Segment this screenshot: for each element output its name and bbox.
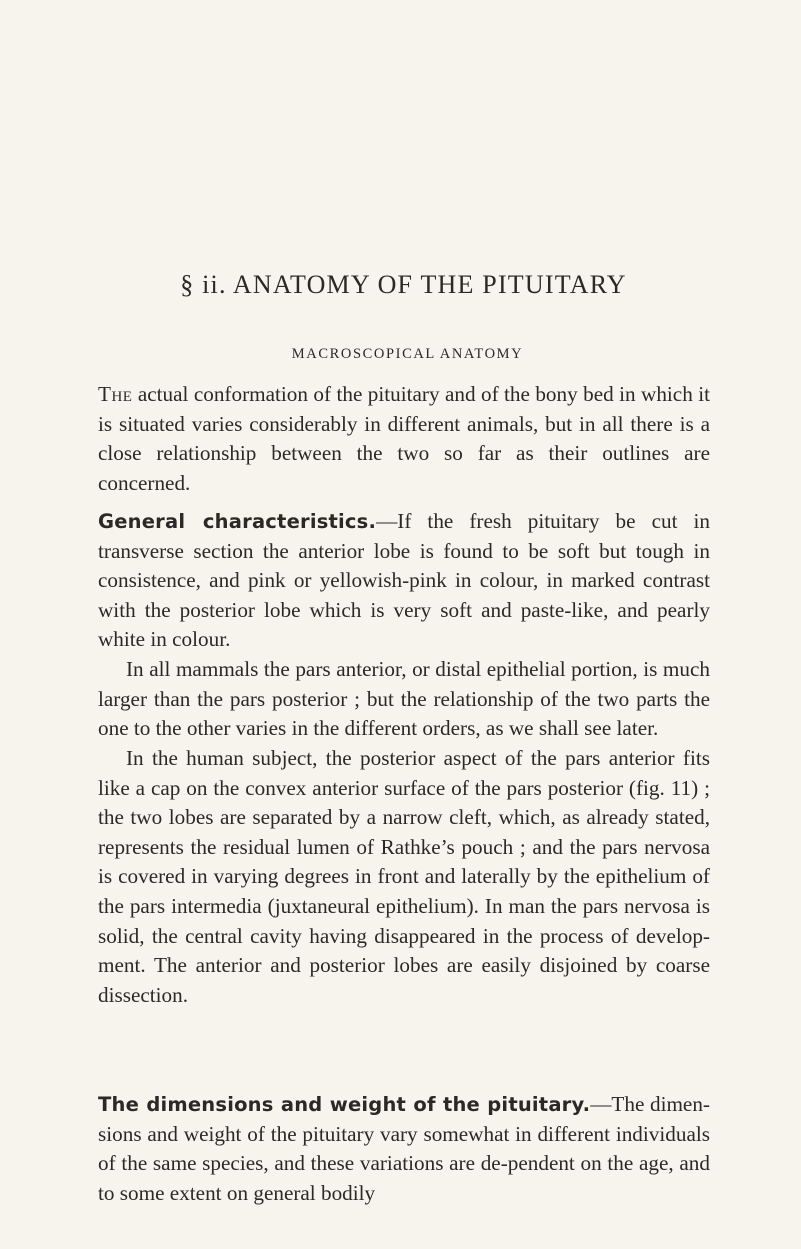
paragraph-general-characteristics (98, 507, 710, 655)
section-title: § ii. ANATOMY OF THE PITUITARY (180, 270, 627, 299)
paragraph-lead-word: The (98, 382, 133, 406)
paragraph-text: —The dimen-sions and weight of the pituitary vary somewhat in different individuals of the same species, and these variations are de-pendent on the age, and to some extent on general bodily (98, 1092, 710, 1205)
paragraph-heading: General characteristics. (98, 510, 377, 533)
paragraph-mammals (98, 655, 710, 744)
paragraph-text: actual conformation of the pituitary and of the bony bed in which it is situated varies considerably in different animals, but in all there is a close relationship between the two so far as their outlines are concerned. (98, 382, 710, 495)
paragraph-text: In all mammals the pars anterior, or distal epithelial portion, is much larger than the pars posterior ; but the relationship of the two parts the one to the other varies in the different orders, as we shall see later. (98, 657, 710, 741)
subsection-title: MACROSCOPICAL ANATOMY (291, 346, 524, 362)
paragraph-text: In the human subject, the posterior aspect of the pars anterior fits like a cap on the convex anterior surface of the pars posterior (fig. 11) ; the two lobes are separated by a narrow cleft, which, as already stated, represents the residual lumen of Rathke’s pouch ; and the pars nervosa is covered in varying degrees in front and laterally by the epithelium of the pars intermedia (juxtaneural epithelium). In man the pars nervosa is solid, the central cavity having disappeared in the process of develop-ment. The anterior and posterior lobes are easily disjoined by coarse dissection. (98, 746, 710, 1007)
paragraph-text: —If the fresh pituitary be cut in transverse section the anterior lobe is found to be soft but tough in consistence, and pink or yellowish-pink in colour, in marked contrast with the posterior lobe which is very soft and paste-like, and pearly white in colour. (98, 509, 710, 652)
paragraph-heading: The dimensions and weight of the pituitary. (98, 1093, 591, 1116)
paragraph-human-subject (98, 744, 710, 1010)
paragraph-conformation (98, 380, 710, 498)
paragraph-dimensions-weight (98, 1090, 710, 1208)
